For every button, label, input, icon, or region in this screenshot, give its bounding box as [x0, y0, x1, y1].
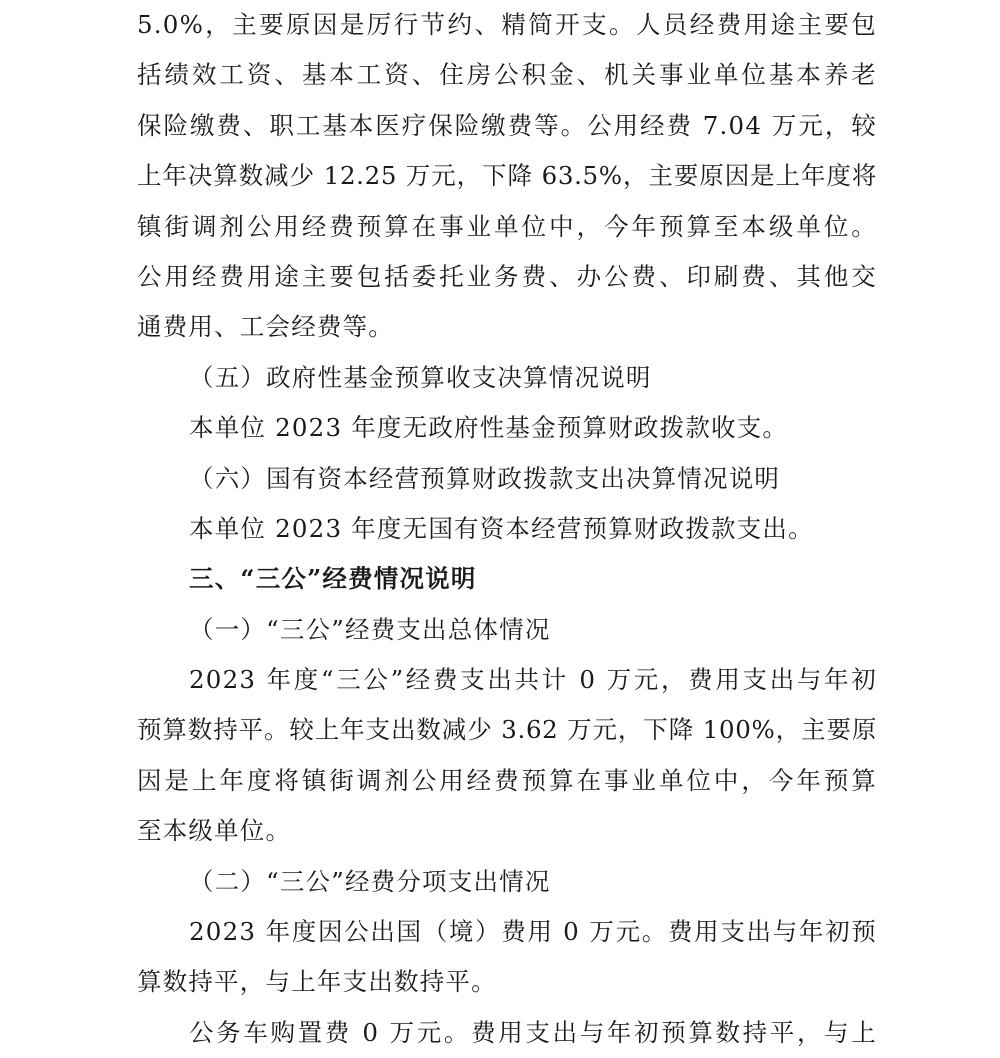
body-text-line: 上年决算数减少 12.25 万元，下降 63.5%，主要原因是上年度将 — [137, 161, 877, 191]
body-text-line: 2023 年度因公出国（境）费用 0 万元。费用支出与年初预 — [189, 917, 877, 947]
body-text-line: 通费用、工会经费等。 — [137, 312, 394, 342]
body-text-line: 保险缴费、职工基本医疗保险缴费等。公用经费 7.04 万元，较 — [137, 110, 877, 140]
body-text-line: 括绩效工资、基本工资、住房公积金、机关事业单位基本养老 — [137, 60, 877, 90]
section-heading: （五）政府性基金预算收支决算情况说明 — [189, 362, 652, 392]
body-text-line: 公用经费用途主要包括委托业务费、办公费、印刷费、其他交 — [137, 261, 877, 291]
body-text-line: 2023 年度“三公”经费支出共计 0 万元，费用支出与年初 — [189, 665, 877, 695]
body-text-line: 因是上年度将镇街调剂公用经费预算在事业单位中，今年预算 — [137, 765, 877, 795]
body-text-line: 镇街调剂公用经费预算在事业单位中，今年预算至本级单位。 — [137, 211, 877, 241]
section-heading: （一）“三公”经费支出总体情况 — [189, 614, 551, 644]
body-text-line: 5.0%，主要原因是厉行节约、精简开支。人员经费用途主要包 — [137, 10, 877, 39]
body-text-line: 至本级单位。 — [137, 816, 292, 846]
body-text-line: 本单位 2023 年度无政府性基金预算财政拨款收支。 — [189, 413, 789, 443]
body-text-line: 预算数持平。较上年支出数减少 3.62 万元，下降 100%，主要原 — [137, 715, 877, 745]
chapter-heading: 三、“三公”经费情况说明 — [189, 564, 477, 594]
section-heading: （六）国有资本经营预算财政拨款支出决算情况说明 — [189, 463, 781, 493]
body-text-line: 算数持平，与上年支出数持平。 — [137, 967, 497, 997]
section-heading: （二）“三公”经费分项支出情况 — [189, 866, 551, 896]
document-body — [137, 0, 877, 1058]
body-text-line: 本单位 2023 年度无国有资本经营预算财政拨款支出。 — [189, 513, 814, 543]
body-text-line: 公务车购置费 0 万元。费用支出与年初预算数持平，与上 — [189, 1017, 877, 1047]
